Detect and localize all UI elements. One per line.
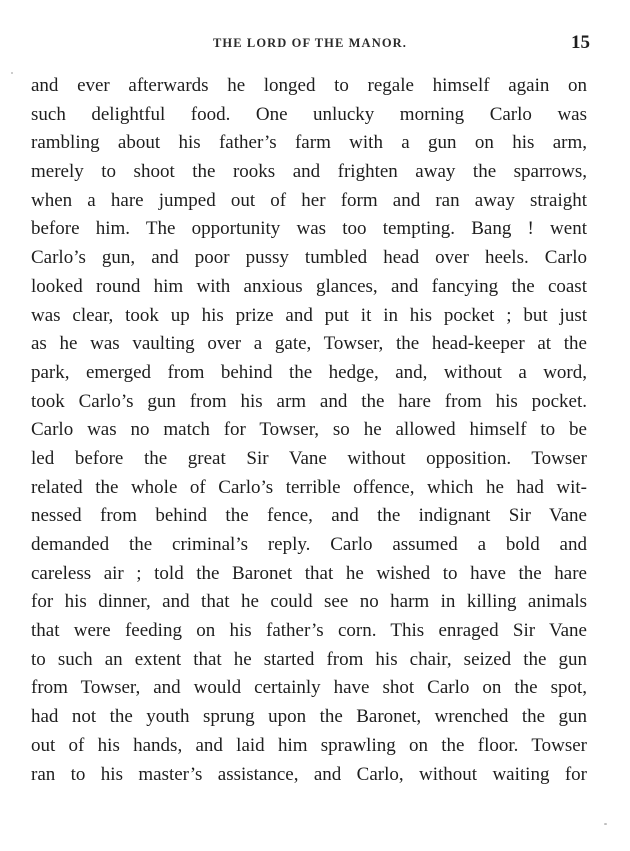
text-line: when a hare jumped out of her form and ran away straight xyxy=(31,189,587,211)
text-line: was clear, took up his prize and put it in his pocket ; but just xyxy=(31,304,587,326)
text-line: demanded the criminal’s reply. Carlo assumed a bold and xyxy=(31,534,587,555)
text-line: merely to shoot the rooks and frighten away the sparrows, xyxy=(31,161,587,183)
text-line: took Carlo’s gun from his arm and the hare from his pocket. xyxy=(31,390,587,412)
text-line: for his dinner, and that he could see no harm in killing animals xyxy=(31,591,587,613)
text-line: Carlo was no match for Towser, so he allowed himself to be xyxy=(31,419,587,441)
text-line: to such an extent that he started from his chair, seized the gun xyxy=(31,648,587,670)
text-line: related the whole of Carlo’s terrible offence, which he had wit- xyxy=(31,476,587,498)
text-line: out of his hands, and laid him sprawling on the floor. Towser xyxy=(31,734,587,756)
body-text xyxy=(31,72,587,789)
text-line: and ever afterwards he longed to regale himself again on xyxy=(31,75,587,96)
page-number: 15 xyxy=(571,32,590,53)
text-line: park, emerged from behind the hedge, and, without a word, xyxy=(31,361,587,383)
text-line: rambling about his father’s farm with a gun on his arm, xyxy=(31,132,587,154)
text-line: had not the youth sprung upon the Baronet, wrenched the gun xyxy=(31,706,587,728)
text-line: careless air ; told the Baronet that he wished to have the hare xyxy=(31,562,587,584)
text-line: Carlo’s gun, and poor pussy tumbled head over heels. Carlo xyxy=(31,247,587,269)
scan-speck xyxy=(11,72,13,74)
text-line: looked round him with anxious glances, and fancying the coast xyxy=(31,275,587,297)
text-line: before him. The opportunity was too tempting. Bang ! went xyxy=(31,218,587,240)
text-line: nessed from behind the fence, and the indignant Sir Vane xyxy=(31,505,587,527)
running-title: THE LORD OF THE MANOR. xyxy=(212,36,407,50)
text-line: that were feeding on his father’s corn. This enraged Sir Vane xyxy=(31,620,587,642)
text-line: such delightful food. One unlucky morning Carlo was xyxy=(31,103,587,125)
scan-speck xyxy=(604,823,607,825)
text-line: from Towser, and would certainly have shot Carlo on the spot, xyxy=(31,677,587,699)
text-line: led before the great Sir Vane without opposition. Towser xyxy=(31,447,587,469)
text-line: ran to his master’s assistance, and Carlo, without waiting for xyxy=(31,763,587,785)
page-header xyxy=(30,34,590,56)
text-line: as he was vaulting over a gate, Towser, the head-keeper at the xyxy=(31,333,587,355)
